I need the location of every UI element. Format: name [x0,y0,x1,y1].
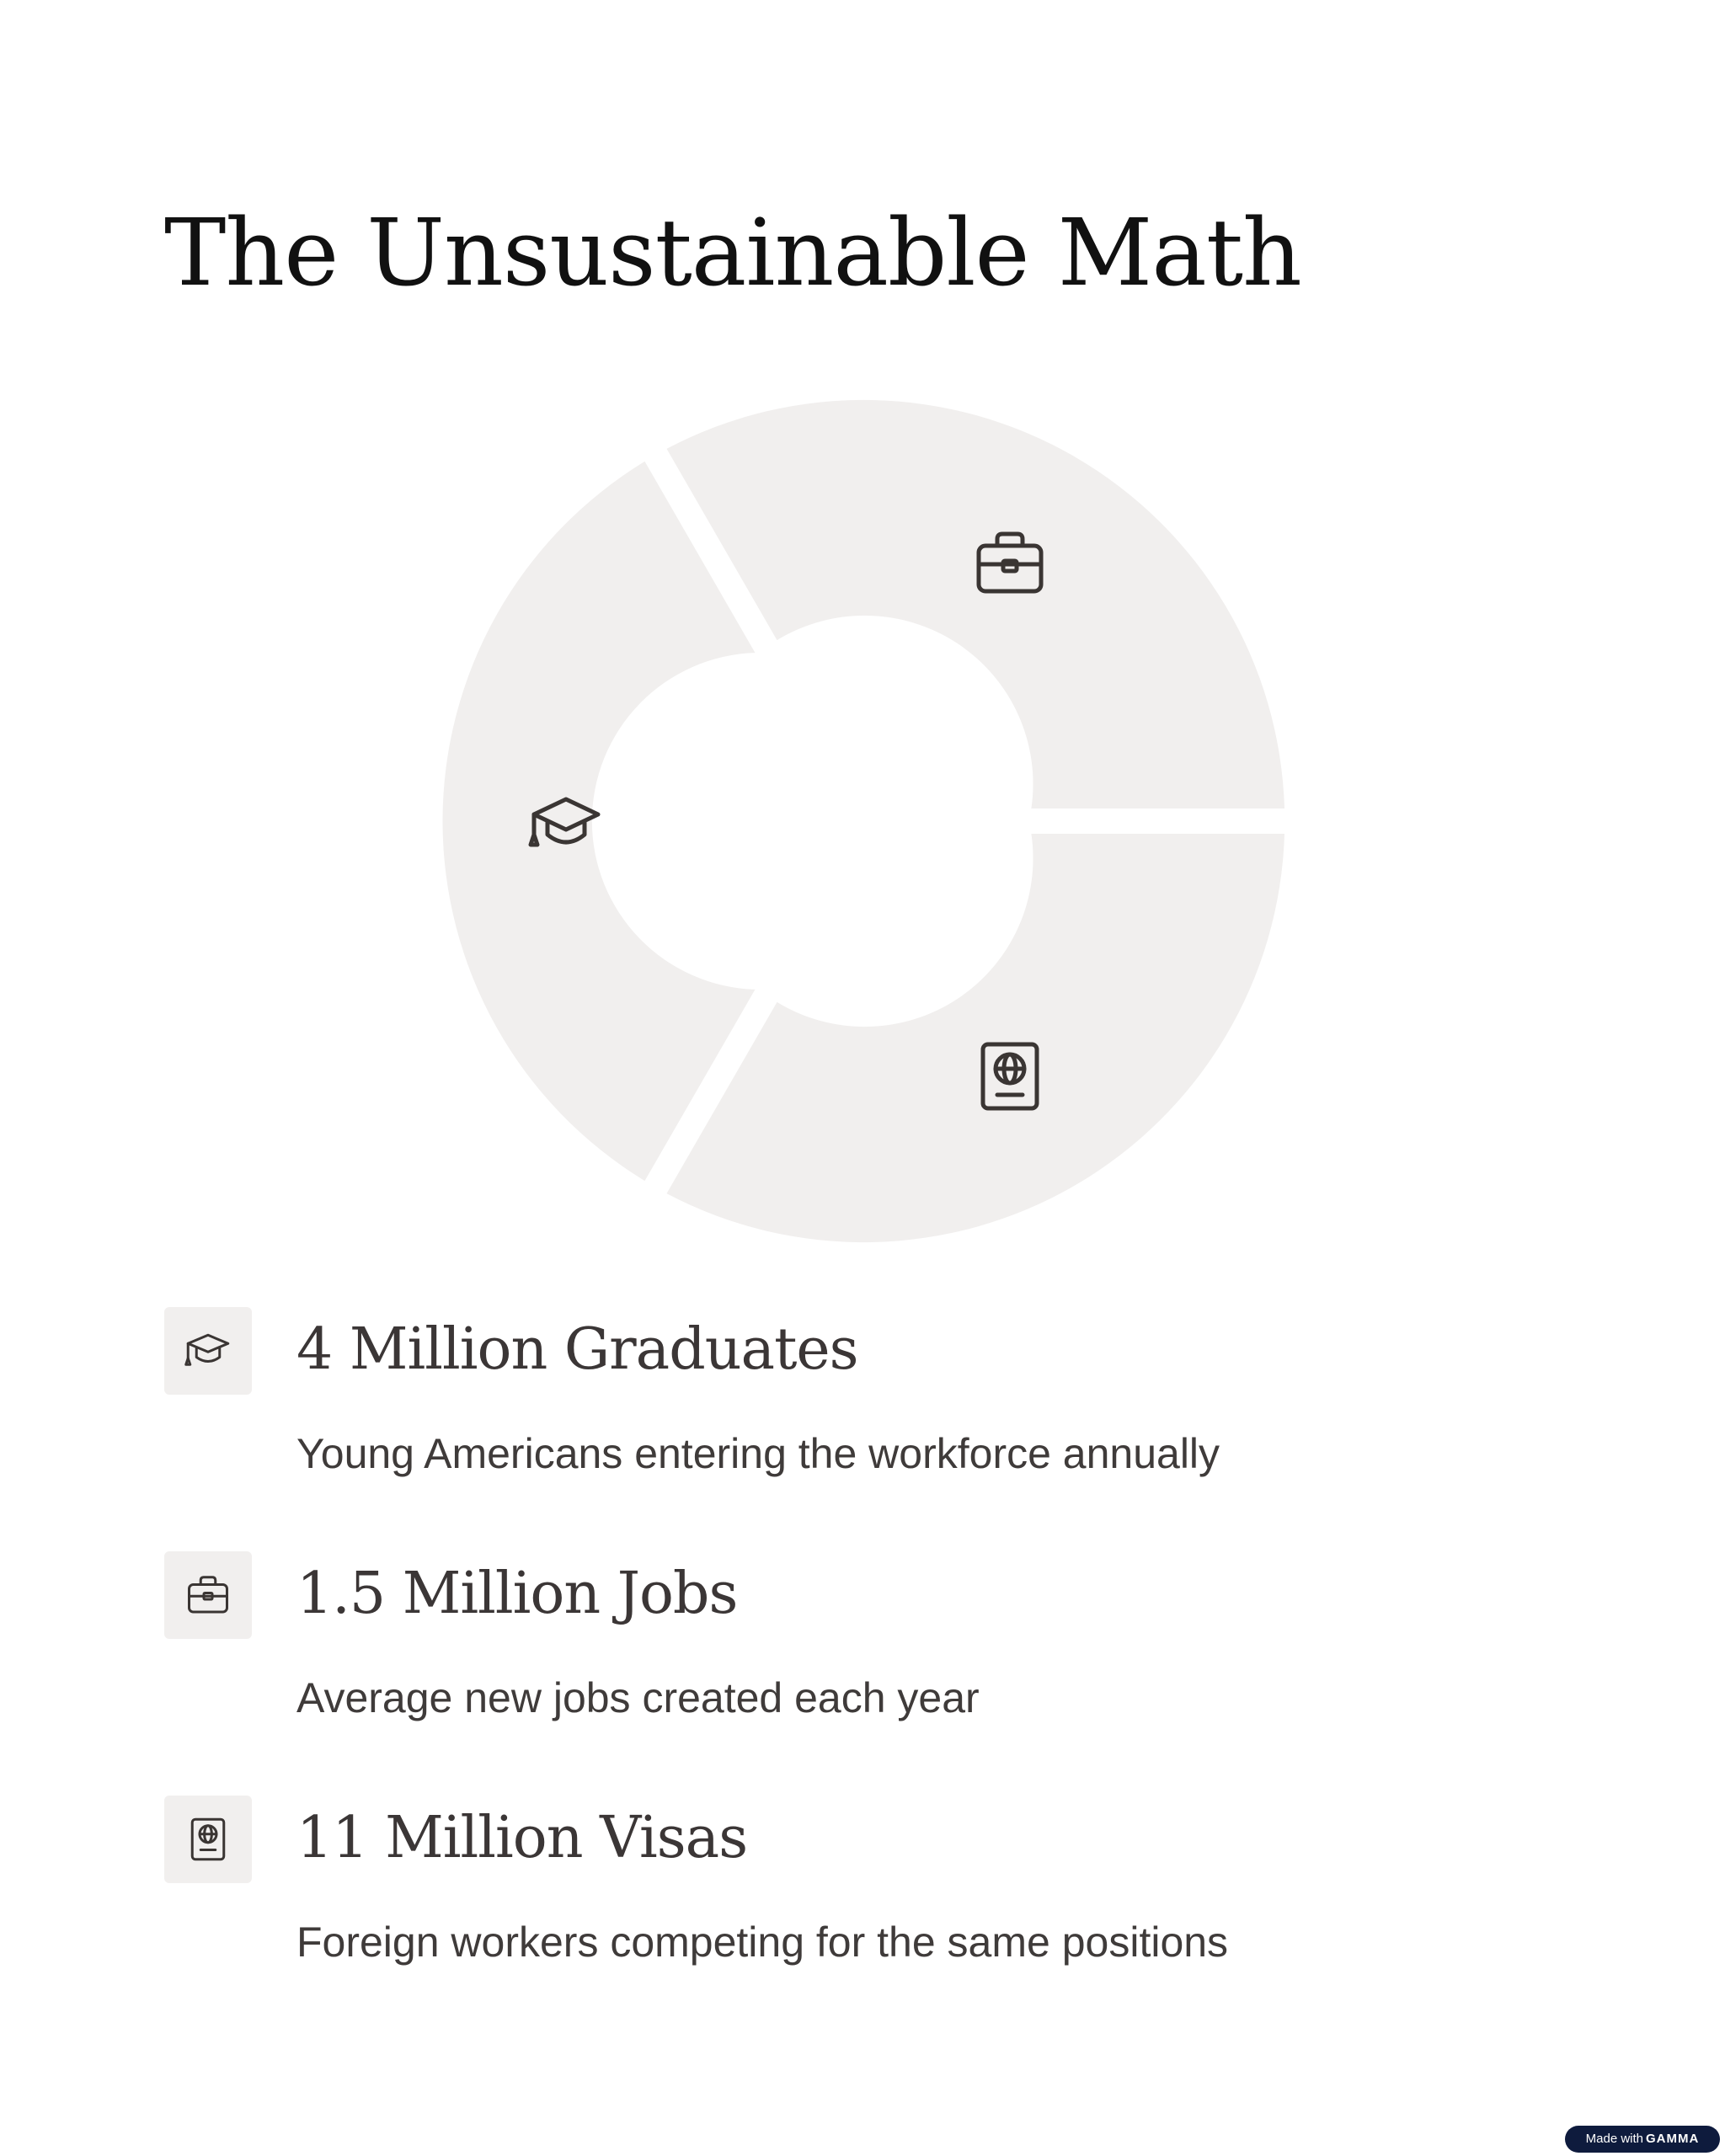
graduation-cap-icon [183,1326,233,1376]
list-item-jobs [164,1551,1596,1762]
visas-icon-tile [164,1796,252,1883]
jobs-description: Average new jobs created each year [296,1674,980,1721]
page-title: The Unsustainable Math [164,199,1301,307]
donut-segment-jobs [667,400,1285,808]
visas-description: Foreign workers competing for the same positions [296,1919,1229,1966]
donut-segment-visas [667,834,1285,1242]
graduates-heading: 4 Million Graduates [296,1316,858,1383]
badge-brand: GAMMA [1646,2132,1700,2146]
passport-icon [183,1814,233,1865]
list-item-visas [164,1796,1596,2006]
visas-heading: 11 Million Visas [296,1805,748,1871]
made-with-gamma-badge[interactable] [1565,2126,1720,2153]
badge-prefix: Made with [1585,2132,1644,2146]
briefcase-icon [183,1570,233,1620]
donut-segment-graduates [442,462,755,1181]
donut-diagram [425,383,1301,1259]
jobs-heading: 1.5 Million Jobs [296,1561,738,1627]
jobs-icon-tile [164,1551,252,1639]
graduates-description: Young Americans entering the workforce annually [296,1430,1220,1477]
list-item-graduates [164,1307,1596,1518]
graduates-icon-tile [164,1307,252,1395]
